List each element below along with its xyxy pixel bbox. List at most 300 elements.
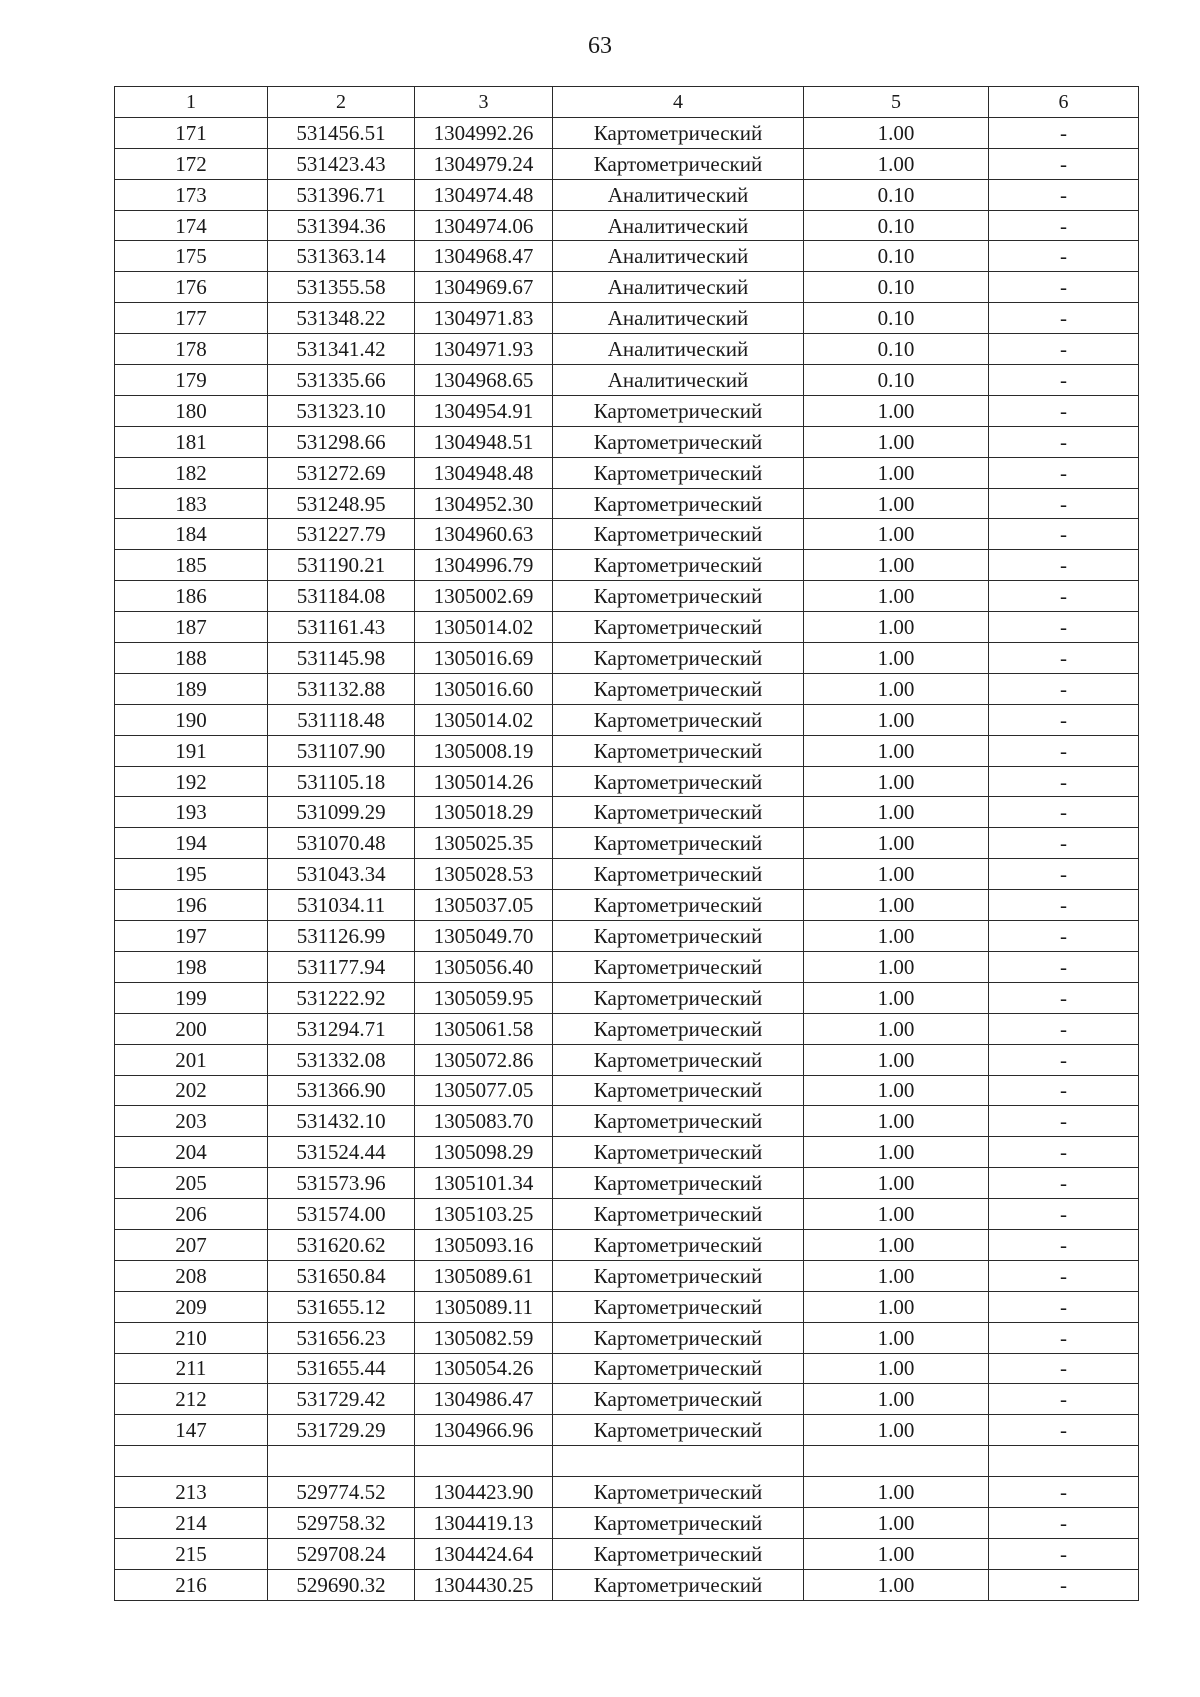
x-coordinate-cell: 531524.44 <box>268 1137 415 1168</box>
point-number-cell: 210 <box>115 1322 268 1353</box>
note-cell: - <box>989 1044 1139 1075</box>
column-header: 2 <box>268 87 415 118</box>
method-cell: Картометрический <box>553 1353 804 1384</box>
x-coordinate-cell: 531099.29 <box>268 797 415 828</box>
x-coordinate-cell: 531107.90 <box>268 735 415 766</box>
x-coordinate-cell: 531272.69 <box>268 457 415 488</box>
accuracy-cell: 1.00 <box>804 828 989 859</box>
method-cell: Картометрический <box>553 488 804 519</box>
method-cell: Картометрический <box>553 1569 804 1600</box>
accuracy-cell: 1.00 <box>804 148 989 179</box>
x-coordinate-cell: 531034.11 <box>268 890 415 921</box>
x-coordinate-cell: 529758.32 <box>268 1507 415 1538</box>
method-cell: Картометрический <box>553 1013 804 1044</box>
x-coordinate-cell: 531161.43 <box>268 612 415 643</box>
y-coordinate-cell: 1305014.02 <box>415 612 553 643</box>
method-cell: Картометрический <box>553 550 804 581</box>
note-cell: - <box>989 550 1139 581</box>
point-number-cell: 186 <box>115 581 268 612</box>
table-row <box>115 581 1139 612</box>
y-coordinate-cell: 1304968.65 <box>415 365 553 396</box>
x-coordinate-cell: 531332.08 <box>268 1044 415 1075</box>
accuracy-cell: 0.10 <box>804 179 989 210</box>
table-row <box>115 612 1139 643</box>
point-number-cell: 200 <box>115 1013 268 1044</box>
x-coordinate-cell: 531145.98 <box>268 643 415 674</box>
accuracy-cell: 0.10 <box>804 241 989 272</box>
method-cell: Картометрический <box>553 612 804 643</box>
y-coordinate-cell: 1305028.53 <box>415 859 553 890</box>
x-coordinate-cell: 531729.42 <box>268 1384 415 1415</box>
method-cell: Картометрический <box>553 1199 804 1230</box>
table-row <box>115 148 1139 179</box>
point-number-cell: 172 <box>115 148 268 179</box>
note-cell: - <box>989 1260 1139 1291</box>
note-cell: - <box>989 1137 1139 1168</box>
x-coordinate-cell: 531043.34 <box>268 859 415 890</box>
point-number-cell: 193 <box>115 797 268 828</box>
note-cell: - <box>989 365 1139 396</box>
accuracy-cell: 1.00 <box>804 581 989 612</box>
x-coordinate-cell: 531423.43 <box>268 148 415 179</box>
point-number-cell: 175 <box>115 241 268 272</box>
method-cell: Картометрический <box>553 859 804 890</box>
y-coordinate-cell: 1305008.19 <box>415 735 553 766</box>
point-number-cell: 214 <box>115 1507 268 1538</box>
y-coordinate-cell: 1304974.06 <box>415 210 553 241</box>
note-cell: - <box>989 241 1139 272</box>
table-row <box>115 1229 1139 1260</box>
point-number-cell: 180 <box>115 395 268 426</box>
table-row <box>115 1291 1139 1322</box>
method-cell: Аналитический <box>553 334 804 365</box>
point-number-cell: 206 <box>115 1199 268 1230</box>
note-cell: - <box>989 797 1139 828</box>
accuracy-cell: 1.00 <box>804 395 989 426</box>
x-coordinate-cell: 531396.71 <box>268 179 415 210</box>
y-coordinate-cell: 1305049.70 <box>415 921 553 952</box>
accuracy-cell <box>804 1446 989 1477</box>
accuracy-cell: 1.00 <box>804 1106 989 1137</box>
method-cell: Картометрический <box>553 457 804 488</box>
point-number-cell: 174 <box>115 210 268 241</box>
x-coordinate-cell: 531184.08 <box>268 581 415 612</box>
point-number-cell: 209 <box>115 1291 268 1322</box>
column-header: 6 <box>989 87 1139 118</box>
point-number-cell: 190 <box>115 704 268 735</box>
note-cell: - <box>989 673 1139 704</box>
method-cell: Аналитический <box>553 303 804 334</box>
point-number-cell: 185 <box>115 550 268 581</box>
note-cell: - <box>989 1291 1139 1322</box>
accuracy-cell: 1.00 <box>804 457 989 488</box>
point-number-cell: 187 <box>115 612 268 643</box>
note-cell: - <box>989 890 1139 921</box>
x-coordinate-cell <box>268 1446 415 1477</box>
x-coordinate-cell: 529708.24 <box>268 1538 415 1569</box>
x-coordinate-cell: 531620.62 <box>268 1229 415 1260</box>
method-cell: Картометрический <box>553 1507 804 1538</box>
accuracy-cell: 1.00 <box>804 1044 989 1075</box>
y-coordinate-cell: 1304966.96 <box>415 1415 553 1446</box>
method-cell: Картометрический <box>553 1106 804 1137</box>
y-coordinate-cell: 1305098.29 <box>415 1137 553 1168</box>
point-number-cell: 196 <box>115 890 268 921</box>
table-row <box>115 735 1139 766</box>
method-cell: Аналитический <box>553 210 804 241</box>
y-coordinate-cell: 1304971.93 <box>415 334 553 365</box>
table-row <box>115 1353 1139 1384</box>
y-coordinate-cell: 1305054.26 <box>415 1353 553 1384</box>
accuracy-cell: 1.00 <box>804 426 989 457</box>
y-coordinate-cell: 1305037.05 <box>415 890 553 921</box>
point-number-cell: 215 <box>115 1538 268 1569</box>
y-coordinate-cell: 1305083.70 <box>415 1106 553 1137</box>
point-number-cell: 201 <box>115 1044 268 1075</box>
accuracy-cell: 1.00 <box>804 673 989 704</box>
table-row <box>115 334 1139 365</box>
table-row <box>115 1260 1139 1291</box>
y-coordinate-cell: 1304969.67 <box>415 272 553 303</box>
accuracy-cell: 1.00 <box>804 1229 989 1260</box>
table-row <box>115 117 1139 148</box>
y-coordinate-cell: 1305016.60 <box>415 673 553 704</box>
x-coordinate-cell: 531729.29 <box>268 1415 415 1446</box>
y-coordinate-cell: 1304948.51 <box>415 426 553 457</box>
note-cell: - <box>989 1415 1139 1446</box>
table-row <box>115 890 1139 921</box>
point-number-cell: 147 <box>115 1415 268 1446</box>
y-coordinate-cell: 1305077.05 <box>415 1075 553 1106</box>
y-coordinate-cell: 1304992.26 <box>415 117 553 148</box>
table-row <box>115 1507 1139 1538</box>
accuracy-cell: 1.00 <box>804 797 989 828</box>
accuracy-cell: 1.00 <box>804 519 989 550</box>
note-cell: - <box>989 643 1139 674</box>
method-cell: Картометрический <box>553 1384 804 1415</box>
method-cell: Картометрический <box>553 735 804 766</box>
y-coordinate-cell: 1305089.61 <box>415 1260 553 1291</box>
table-row <box>115 395 1139 426</box>
accuracy-cell: 1.00 <box>804 1538 989 1569</box>
point-number-cell: 181 <box>115 426 268 457</box>
table-row <box>115 426 1139 457</box>
note-cell: - <box>989 735 1139 766</box>
accuracy-cell: 1.00 <box>804 117 989 148</box>
note-cell: - <box>989 1538 1139 1569</box>
x-coordinate-cell: 531227.79 <box>268 519 415 550</box>
accuracy-cell: 1.00 <box>804 1137 989 1168</box>
note-cell: - <box>989 519 1139 550</box>
y-coordinate-cell: 1304979.24 <box>415 148 553 179</box>
x-coordinate-cell: 531348.22 <box>268 303 415 334</box>
method-cell: Картометрический <box>553 1538 804 1569</box>
x-coordinate-cell: 531323.10 <box>268 395 415 426</box>
note-cell: - <box>989 1322 1139 1353</box>
point-number-cell: 176 <box>115 272 268 303</box>
table-row <box>115 1415 1139 1446</box>
y-coordinate-cell: 1304952.30 <box>415 488 553 519</box>
x-coordinate-cell: 531070.48 <box>268 828 415 859</box>
accuracy-cell: 1.00 <box>804 735 989 766</box>
x-coordinate-cell: 531394.36 <box>268 210 415 241</box>
x-coordinate-cell: 531126.99 <box>268 921 415 952</box>
accuracy-cell: 1.00 <box>804 1415 989 1446</box>
point-number-cell: 171 <box>115 117 268 148</box>
y-coordinate-cell: 1305059.95 <box>415 982 553 1013</box>
table-row <box>115 982 1139 1013</box>
accuracy-cell: 0.10 <box>804 303 989 334</box>
note-cell: - <box>989 951 1139 982</box>
y-coordinate-cell: 1305014.26 <box>415 766 553 797</box>
accuracy-cell: 1.00 <box>804 951 989 982</box>
table-row <box>115 365 1139 396</box>
accuracy-cell: 1.00 <box>804 1322 989 1353</box>
x-coordinate-cell: 531190.21 <box>268 550 415 581</box>
accuracy-cell: 1.00 <box>804 1384 989 1415</box>
method-cell: Аналитический <box>553 272 804 303</box>
accuracy-cell: 1.00 <box>804 488 989 519</box>
table-row <box>115 1538 1139 1569</box>
page-number: 63 <box>588 33 612 59</box>
point-number-cell: 199 <box>115 982 268 1013</box>
method-cell: Картометрический <box>553 704 804 735</box>
note-cell: - <box>989 1477 1139 1508</box>
point-number-cell: 213 <box>115 1477 268 1508</box>
point-number-cell: 202 <box>115 1075 268 1106</box>
method-cell: Картометрический <box>553 1044 804 1075</box>
y-coordinate-cell: 1305089.11 <box>415 1291 553 1322</box>
y-coordinate-cell: 1305016.69 <box>415 643 553 674</box>
table-row <box>115 797 1139 828</box>
method-cell: Картометрический <box>553 1322 804 1353</box>
y-coordinate-cell: 1305101.34 <box>415 1168 553 1199</box>
table-row <box>115 1013 1139 1044</box>
method-cell: Аналитический <box>553 365 804 396</box>
x-coordinate-cell: 529690.32 <box>268 1569 415 1600</box>
y-coordinate-cell: 1304968.47 <box>415 241 553 272</box>
table-row <box>115 303 1139 334</box>
point-number-cell: 203 <box>115 1106 268 1137</box>
x-coordinate-cell: 531573.96 <box>268 1168 415 1199</box>
y-coordinate-cell: 1304419.13 <box>415 1507 553 1538</box>
point-number-cell: 191 <box>115 735 268 766</box>
table-body <box>115 117 1139 1600</box>
y-coordinate-cell: 1304996.79 <box>415 550 553 581</box>
accuracy-cell: 1.00 <box>804 1260 989 1291</box>
y-coordinate-cell: 1305093.16 <box>415 1229 553 1260</box>
point-number-cell: 197 <box>115 921 268 952</box>
accuracy-cell: 1.00 <box>804 766 989 797</box>
note-cell: - <box>989 334 1139 365</box>
accuracy-cell: 1.00 <box>804 982 989 1013</box>
point-number-cell: 183 <box>115 488 268 519</box>
x-coordinate-cell: 531132.88 <box>268 673 415 704</box>
x-coordinate-cell: 531655.44 <box>268 1353 415 1384</box>
column-header: 5 <box>804 87 989 118</box>
method-cell: Картометрический <box>553 1260 804 1291</box>
x-coordinate-cell: 531341.42 <box>268 334 415 365</box>
note-cell: - <box>989 766 1139 797</box>
x-coordinate-cell: 531294.71 <box>268 1013 415 1044</box>
y-coordinate-cell: 1305025.35 <box>415 828 553 859</box>
point-number-cell: 207 <box>115 1229 268 1260</box>
note-cell: - <box>989 704 1139 735</box>
x-coordinate-cell: 529774.52 <box>268 1477 415 1508</box>
column-header: 1 <box>115 87 268 118</box>
point-number-cell: 177 <box>115 303 268 334</box>
accuracy-cell: 1.00 <box>804 1353 989 1384</box>
point-number-cell: 182 <box>115 457 268 488</box>
coordinates-table <box>114 86 1139 1601</box>
accuracy-cell: 1.00 <box>804 1507 989 1538</box>
point-number-cell: 198 <box>115 951 268 982</box>
table-row <box>115 1477 1139 1508</box>
point-number-cell: 195 <box>115 859 268 890</box>
x-coordinate-cell: 531222.92 <box>268 982 415 1013</box>
note-cell: - <box>989 1168 1139 1199</box>
point-number-cell: 189 <box>115 673 268 704</box>
accuracy-cell: 0.10 <box>804 210 989 241</box>
method-cell: Картометрический <box>553 426 804 457</box>
point-number-cell: 212 <box>115 1384 268 1415</box>
note-cell: - <box>989 1106 1139 1137</box>
x-coordinate-cell: 531650.84 <box>268 1260 415 1291</box>
accuracy-cell: 1.00 <box>804 1168 989 1199</box>
point-number-cell: 211 <box>115 1353 268 1384</box>
method-cell: Картометрический <box>553 519 804 550</box>
note-cell: - <box>989 828 1139 859</box>
note-cell: - <box>989 148 1139 179</box>
point-number-cell: 184 <box>115 519 268 550</box>
note-cell: - <box>989 1229 1139 1260</box>
y-coordinate-cell: 1304424.64 <box>415 1538 553 1569</box>
method-cell: Картометрический <box>553 395 804 426</box>
point-number-cell: 194 <box>115 828 268 859</box>
note-cell: - <box>989 1013 1139 1044</box>
x-coordinate-cell: 531363.14 <box>268 241 415 272</box>
y-coordinate-cell: 1304948.48 <box>415 457 553 488</box>
x-coordinate-cell: 531355.58 <box>268 272 415 303</box>
header-row <box>115 87 1139 118</box>
x-coordinate-cell: 531656.23 <box>268 1322 415 1353</box>
method-cell: Картометрический <box>553 797 804 828</box>
table-row <box>115 272 1139 303</box>
y-coordinate-cell: 1305014.02 <box>415 704 553 735</box>
table-row <box>115 210 1139 241</box>
table-row <box>115 1384 1139 1415</box>
note-cell: - <box>989 303 1139 334</box>
accuracy-cell: 1.00 <box>804 1477 989 1508</box>
accuracy-cell: 1.00 <box>804 890 989 921</box>
note-cell: - <box>989 457 1139 488</box>
point-number-cell: 188 <box>115 643 268 674</box>
x-coordinate-cell: 531574.00 <box>268 1199 415 1230</box>
method-cell: Картометрический <box>553 890 804 921</box>
method-cell: Картометрический <box>553 117 804 148</box>
table-row <box>115 1168 1139 1199</box>
note-cell: - <box>989 1353 1139 1384</box>
method-cell: Картометрический <box>553 1415 804 1446</box>
method-cell: Картометрический <box>553 148 804 179</box>
y-coordinate-cell: 1305056.40 <box>415 951 553 982</box>
point-number-cell: 178 <box>115 334 268 365</box>
table-row <box>115 1569 1139 1600</box>
table-row <box>115 859 1139 890</box>
accuracy-cell: 1.00 <box>804 1569 989 1600</box>
accuracy-cell: 1.00 <box>804 1291 989 1322</box>
table-row <box>115 1199 1139 1230</box>
table-row <box>115 179 1139 210</box>
note-cell: - <box>989 117 1139 148</box>
accuracy-cell: 0.10 <box>804 334 989 365</box>
note-cell: - <box>989 1569 1139 1600</box>
x-coordinate-cell: 531432.10 <box>268 1106 415 1137</box>
method-cell: Картометрический <box>553 673 804 704</box>
table-row <box>115 241 1139 272</box>
accuracy-cell: 1.00 <box>804 704 989 735</box>
y-coordinate-cell: 1304423.90 <box>415 1477 553 1508</box>
x-coordinate-cell: 531298.66 <box>268 426 415 457</box>
y-coordinate-cell: 1304974.48 <box>415 179 553 210</box>
point-number-cell: 216 <box>115 1569 268 1600</box>
y-coordinate-cell: 1305018.29 <box>415 797 553 828</box>
accuracy-cell: 1.00 <box>804 859 989 890</box>
accuracy-cell: 0.10 <box>804 272 989 303</box>
y-coordinate-cell: 1304971.83 <box>415 303 553 334</box>
x-coordinate-cell: 531118.48 <box>268 704 415 735</box>
y-coordinate-cell: 1304954.91 <box>415 395 553 426</box>
method-cell: Картометрический <box>553 1075 804 1106</box>
x-coordinate-cell: 531177.94 <box>268 951 415 982</box>
method-cell <box>553 1446 804 1477</box>
table-row <box>115 488 1139 519</box>
y-coordinate-cell: 1305103.25 <box>415 1199 553 1230</box>
accuracy-cell: 0.10 <box>804 365 989 396</box>
y-coordinate-cell: 1304986.47 <box>415 1384 553 1415</box>
method-cell: Картометрический <box>553 828 804 859</box>
note-cell: - <box>989 921 1139 952</box>
table-row <box>115 457 1139 488</box>
table-row <box>115 550 1139 581</box>
y-coordinate-cell: 1304430.25 <box>415 1569 553 1600</box>
x-coordinate-cell: 531248.95 <box>268 488 415 519</box>
table-row <box>115 1106 1139 1137</box>
point-number-cell: 179 <box>115 365 268 396</box>
y-coordinate-cell: 1305002.69 <box>415 581 553 612</box>
point-number-cell: 205 <box>115 1168 268 1199</box>
table-row <box>115 1446 1139 1477</box>
note-cell: - <box>989 581 1139 612</box>
column-header: 4 <box>553 87 804 118</box>
method-cell: Картометрический <box>553 1168 804 1199</box>
method-cell: Картометрический <box>553 1477 804 1508</box>
table-row <box>115 673 1139 704</box>
table-row <box>115 1322 1139 1353</box>
note-cell: - <box>989 612 1139 643</box>
note-cell: - <box>989 1507 1139 1538</box>
x-coordinate-cell: 531366.90 <box>268 1075 415 1106</box>
method-cell: Картометрический <box>553 581 804 612</box>
note-cell: - <box>989 488 1139 519</box>
note-cell: - <box>989 210 1139 241</box>
accuracy-cell: 1.00 <box>804 1075 989 1106</box>
point-number-cell: 204 <box>115 1137 268 1168</box>
table-row <box>115 921 1139 952</box>
note-cell: - <box>989 1075 1139 1106</box>
note-cell: - <box>989 859 1139 890</box>
method-cell: Картометрический <box>553 766 804 797</box>
